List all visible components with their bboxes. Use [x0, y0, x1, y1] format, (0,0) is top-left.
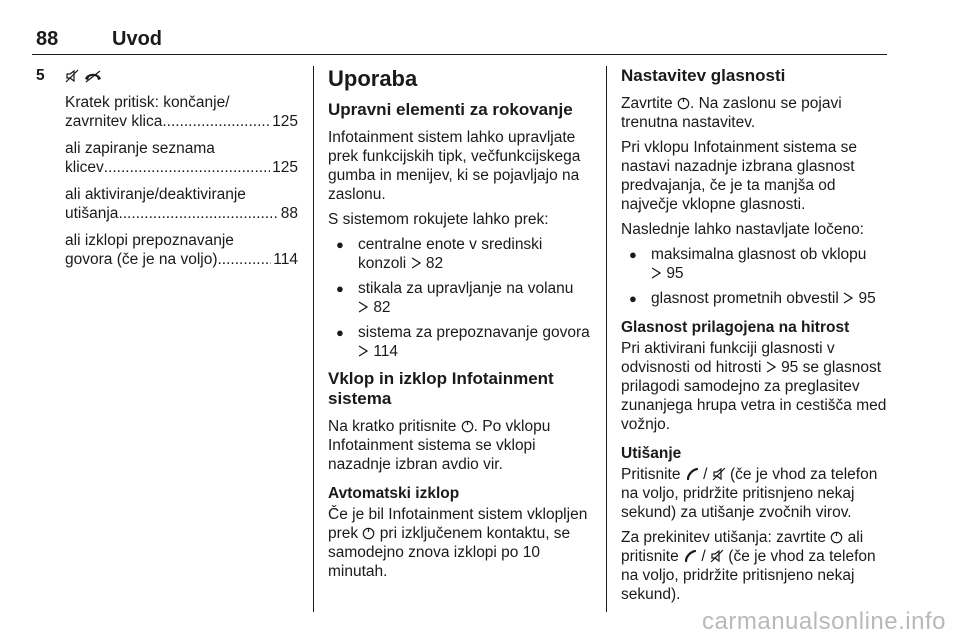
page-reference[interactable]: 114: [358, 343, 398, 360]
page-reference[interactable]: 95: [766, 359, 799, 376]
column-1: [36, 66, 298, 277]
toc-entry[interactable]: ali aktiviranje/deaktiviranje utišanja ..... 88: [65, 185, 298, 223]
toc-page[interactable]: 114: [273, 251, 298, 268]
toc-entry[interactable]: ali zapiranje seznama klicev ..... 125: [65, 139, 298, 177]
page-header: [32, 28, 887, 55]
paragraph: Naslednje lahko nastavljate ločeno:: [621, 221, 864, 238]
mute-icon: [712, 467, 726, 481]
reference-arrow-icon: [843, 292, 854, 304]
paragraph: Pri vklopu Infotainment sistema se nastavi nazadnje izbrana glasnost predvajanja, če je ta manjša od največje vklopne glasnosti.: [621, 139, 858, 213]
column-divider-2: [606, 66, 607, 612]
reference-arrow-icon: [358, 345, 369, 357]
power-knob-icon: [830, 531, 843, 544]
page-reference[interactable]: 82: [411, 255, 444, 272]
column-2: [328, 66, 594, 587]
reference-arrow-icon: [411, 257, 422, 269]
phone-icon: [83, 69, 103, 83]
paragraph: Za prekinitev utišanja: zavrtite ali pritisnite / (če je vhod za telefon na voljo, pridržite pritisnjeno nekaj sekund).: [621, 529, 876, 603]
section-subtitle: Upravni elementi za rokovanje: [328, 100, 573, 119]
subsection-heading: Utišanje: [621, 445, 682, 462]
reference-arrow-icon: [358, 301, 369, 313]
section-heading: Vklop in izklop Infotainment sistema: [328, 369, 554, 408]
column-3: [621, 66, 889, 610]
list-item: ● centralne enote v sredinski konzoli 82: [328, 235, 594, 273]
bullet-list: [328, 235, 594, 361]
power-knob-icon: [362, 527, 375, 540]
toc-entry[interactable]: zavrnitev klica ..... 125: [65, 112, 298, 131]
paragraph: Pritisnite / (če je vhod za telefon na voljo, pridržite pritisnjeno nekaj sekund) za utišanje zvočnih virov.: [621, 466, 878, 521]
section-title: Uporaba: [328, 66, 418, 91]
toc-page[interactable]: 88: [280, 205, 298, 222]
toc-entry[interactable]: ali izklopi prepoznavanje govora (če je na voljo) ..... 114: [65, 231, 298, 269]
toc-page[interactable]: 125: [272, 159, 298, 176]
watermark: carmanualsonline.info: [702, 608, 946, 635]
column-divider-1: [313, 66, 314, 612]
subsection-heading: Glasnost prilagojena na hitrost: [621, 319, 850, 336]
page-reference[interactable]: 95: [651, 265, 684, 282]
key-intro: Kratek pritisk: končanje/: [65, 94, 230, 111]
mute-icon: [710, 549, 724, 563]
key-number: 5: [36, 67, 45, 84]
power-knob-icon: [461, 420, 474, 433]
paragraph: Pri aktivirani funkciji glasnosti v odvisnosti od hitrosti 95 se glasnost prilagodi samodejno za preglasitev zunanjega hrupa vetra in cestišča med vožnjo.: [621, 340, 887, 433]
list-item: ● glasnost prometnih obvestil 95: [621, 289, 889, 308]
power-knob-icon: [677, 97, 690, 110]
list-item: ● maksimalna glasnost ob vklopu 95: [621, 245, 889, 283]
receiver-icon: [685, 467, 699, 481]
subsection-heading: Avtomatski izklop: [328, 485, 460, 502]
paragraph: Če je bil Infotainment sistem vklopljen prek pri izključenem kontaktu, se samodejno znova izklopi po 10 minutah.: [328, 506, 588, 580]
paragraph: Zavrtite . Na zaslonu se pojavi trenutna nastavitev.: [621, 95, 842, 131]
page-reference[interactable]: 82: [358, 299, 391, 316]
paragraph: Na kratko pritisnite . Po vklopu Infotainment sistema se vklopi nazadnje izbran avdio vir.: [328, 418, 551, 473]
key-heading: [36, 66, 298, 85]
receiver-icon: [683, 549, 697, 563]
section-heading: Nastavitev glasnosti: [621, 66, 786, 85]
list-item: ● sistema za prepoznavanje govora 114: [328, 323, 594, 361]
bullet-list: [621, 245, 889, 308]
page-reference[interactable]: 95: [843, 290, 876, 307]
toc-page[interactable]: 125: [272, 113, 298, 130]
paragraph: Infotainment sistem lahko upravljate prek funkcijskih tipk, večfunkcijskega gumba in menijev, ki se pojavljajo na zaslonu.: [328, 129, 581, 203]
paragraph: S sistemom rokujete lahko prek:: [328, 211, 549, 228]
reference-arrow-icon: [766, 361, 777, 373]
reference-arrow-icon: [651, 267, 662, 279]
list-item: ● stikala za upravljanje na volanu 82: [328, 279, 594, 317]
mute-icon: [65, 69, 79, 83]
page-number: 88: [36, 28, 59, 50]
chapter-title: Uvod: [112, 28, 162, 50]
